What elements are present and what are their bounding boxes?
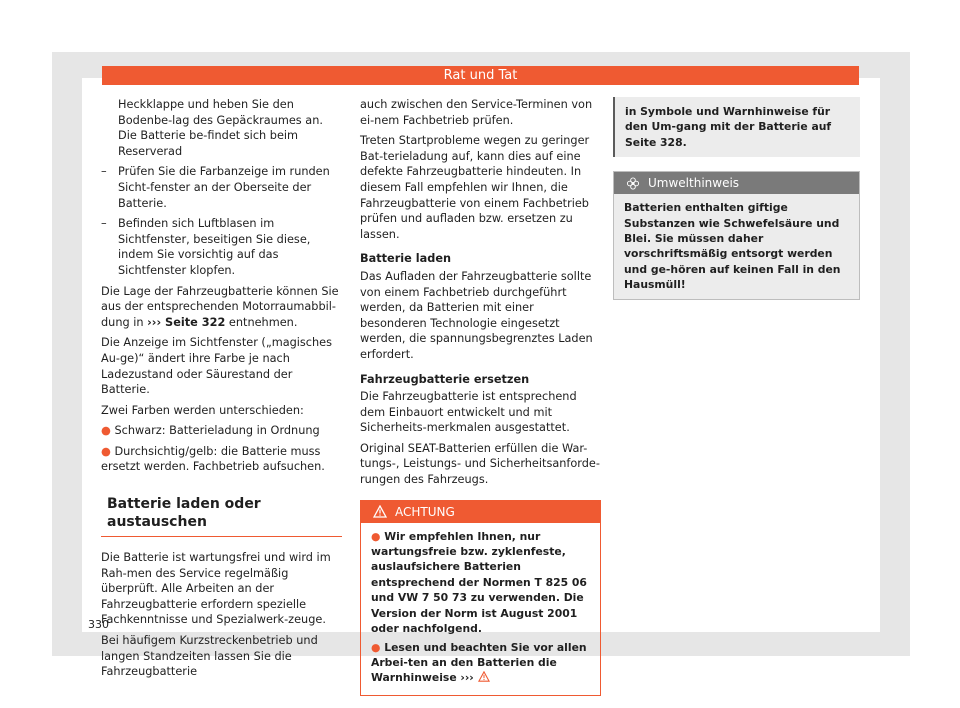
page-reference-link[interactable]: ››› Seite 322	[147, 315, 226, 329]
battery-location-text: Die Lage der Fahrzeugbatterie können Sie aus der entsprechenden Motorraumabbil-dung in ››› Seite 322 entnehmen.	[101, 284, 339, 329]
replace-text: Die Fahrzeugbatterie ist entsprechend dem Einbauort entwickelt und mit Sicherheits-merkmalen ausgestattet.	[360, 390, 577, 435]
charging-text: Das Aufladen der Fahrzeugbatterie sollte von einem Fachbetrieb durchgeführt werden, da Batterien mit einer besonderen Technologie eingesetzt werden, die spannungsbegrenztes Laden erfordert.	[360, 269, 593, 361]
section-heading: Batterie laden oder austauschen	[101, 495, 342, 537]
colors-intro: Zwei Farben werden unterschieden:	[101, 403, 304, 417]
warning-title: ACHTUNG	[395, 504, 455, 519]
service-check-text: auch zwischen den Service-Terminen von ei-nem Fachbetrieb prüfen.	[360, 98, 593, 127]
intro-text: Heckklappe und heben Sie den Bodenbe-lag des Gepäckraumes an. Die Batterie be-findet sich beim Reserverad	[118, 98, 323, 158]
bullet-dot: ●	[101, 424, 111, 438]
original-battery-text: Original SEAT-Batterien erfüllen die War-tungs-, Leistungs- und Sicherheitsanforde-rungen des Fahrzeugs.	[360, 441, 600, 487]
step-remove-bubbles: – Befinden sich Luftblasen im Sichtfenster, beseitigen Sie diese, indem Sie vorsichtig auf das Sichtfenster klopfen.	[101, 217, 311, 277]
warning-header	[361, 501, 600, 523]
step-check-color: – Prüfen Sie die Farbanzeige im runden Sicht-fenster an der Oberseite der Batterie.	[101, 165, 330, 210]
bullet-dot: ●	[371, 529, 381, 543]
subheading-charging: Batterie laden	[360, 252, 452, 266]
bullet-yellow: ● Durchsichtig/gelb: die Batterie muss ersetzt werden. Fachbetrieb aufsuchen.	[101, 444, 325, 474]
warning-ref-icon[interactable]	[478, 671, 490, 682]
column-left	[101, 97, 342, 685]
warning-box	[360, 500, 601, 696]
column-middle	[360, 97, 601, 696]
environment-text: Batterien enthalten giftige Substanzen wie Schwefelsäure und Blei. Sie müssen daher vorschriftsmäßig entsorgt werden und ge-hören auf keinen Fall in den Hausmüll!	[614, 194, 859, 298]
flower-icon	[626, 177, 640, 190]
warning-body	[361, 523, 600, 695]
dash-marker: –	[101, 217, 107, 231]
dash-marker: –	[101, 165, 107, 179]
page-number: 330	[88, 618, 109, 631]
short-trips-text: Bei häufigem Kurzstreckenbetrieb und langen Standzeiten lassen Sie die Fahrzeugbatterie	[101, 634, 318, 679]
warning-triangle-icon	[373, 505, 387, 518]
indicator-text: Die Anzeige im Sichtfenster („magisches Au-ge)“ ändert ihre Farbe je nach Ladezustand oder Säurestand der Batterie.	[101, 336, 333, 397]
continued-warning-note: in Symbole und Warnhinweise für den Um-gang mit der Batterie auf Seite 328.	[613, 97, 860, 157]
warning-item: ● Wir empfehlen Ihnen, nur wartungsfreie bzw. zyklenfeste, auslaufsichere Batterien entsprechend der Normen T 825 06 und VW 7 50 73 zu verwenden. Die Version der Norm ist August 2001 oder nachfolgend.	[371, 529, 587, 636]
section-header: Rat und Tat	[102, 66, 859, 85]
bullet-dot: ●	[101, 444, 111, 458]
subheading-replace: Fahrzeugbatterie ersetzen	[360, 372, 530, 386]
environment-note-box	[613, 171, 860, 299]
maintenance-text: Die Batterie ist wartungsfrei und wird im Rah-men des Service regelmäßig überprüft. Alle Arbeiten an der Fahrzeugbatterie erfordern spezielle Fachkenntnisse und Spezialwerk-zeuge.	[101, 551, 331, 627]
warning-item: ● Lesen und beachten Sie vor allen Arbei-ten an den Batterien die Warnhinweise ›››	[371, 640, 587, 685]
bullet-dot: ●	[371, 640, 381, 654]
environment-header	[614, 172, 859, 194]
bullet-black: ● Schwarz: Batterieladung in Ordnung	[101, 424, 320, 438]
column-right	[613, 97, 860, 300]
start-problems-text: Treten Startprobleme wegen zu geringer Bat-terieladung auf, kann dies auf eine defekte Fahrzeugbatterie hindeuten. In diesem Fall empfehlen wir Ihnen, die Fahrzeugbatterie von einem Fachbetrieb prüfen und aufladen bzw. ersetzen zu lassen.	[360, 134, 590, 241]
environment-title: Umwelthinweis	[648, 176, 740, 191]
